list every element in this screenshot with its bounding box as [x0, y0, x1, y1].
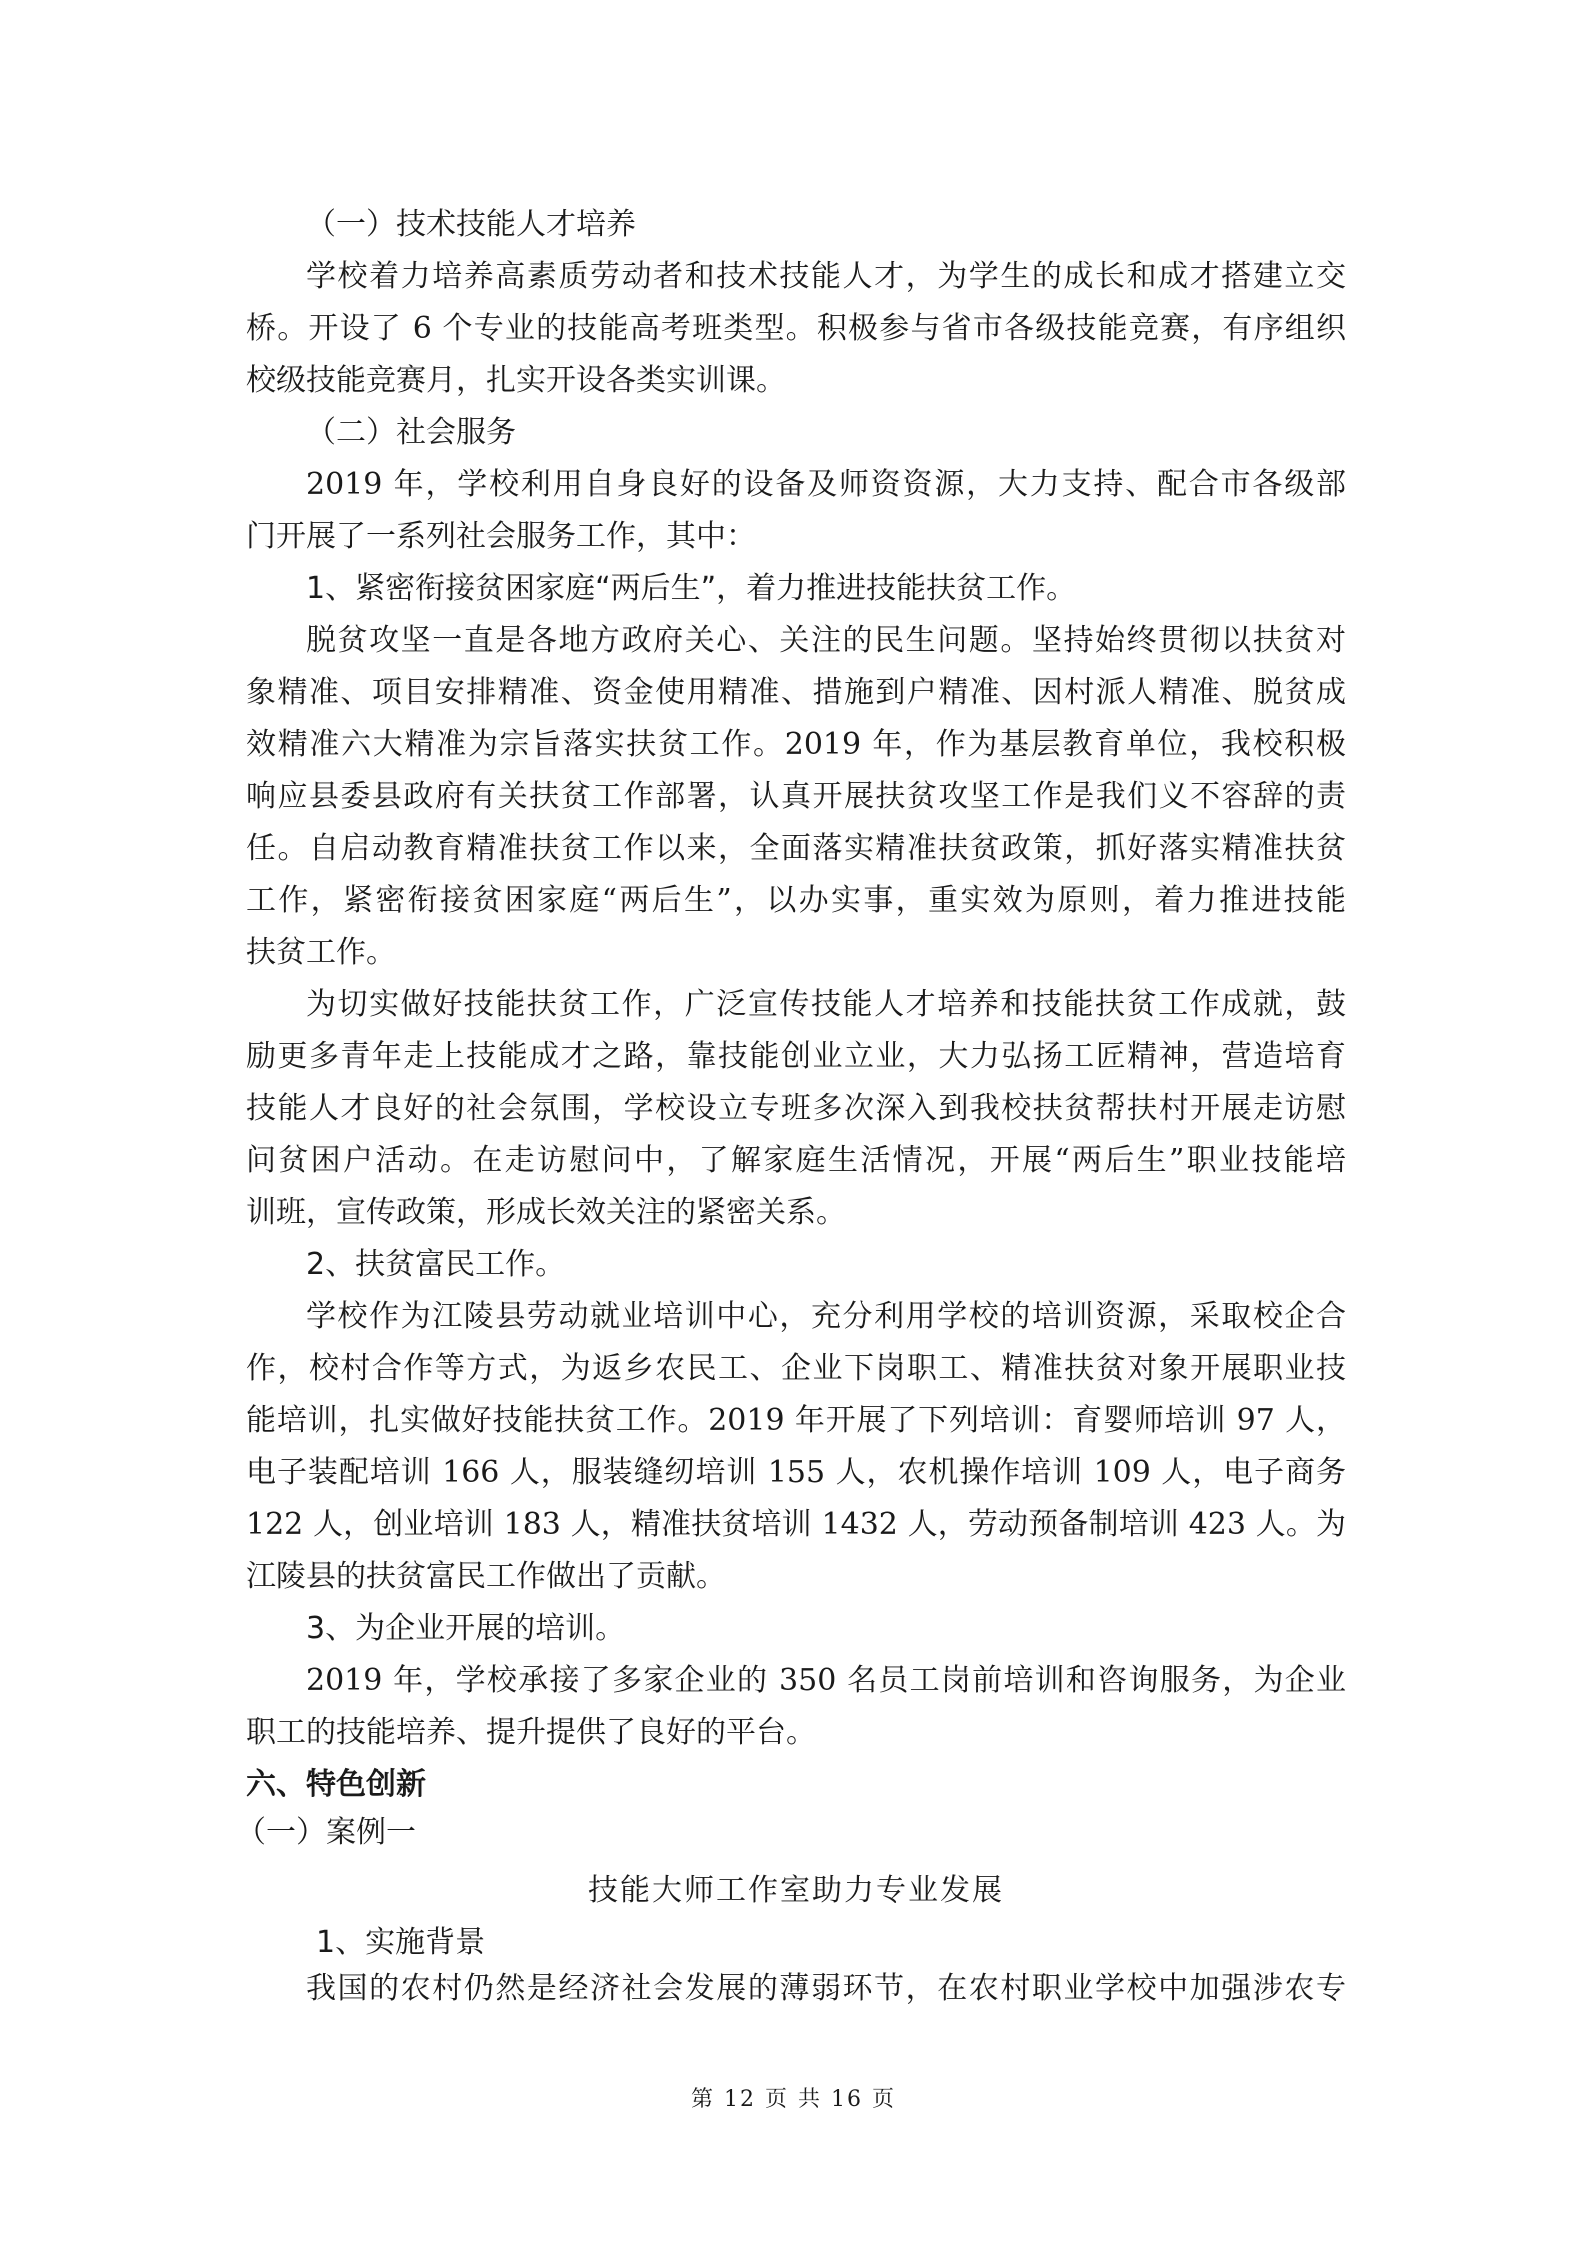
chapter-heading-innovation: 六、特色创新: [246, 1767, 426, 1802]
section-heading-talent-training: （一）技术技能人才培养: [306, 207, 636, 242]
paragraph-line: 工作，紧密衔接贫困家庭“两后生”，以办实事，重实效为原则，着力推进技能: [246, 883, 1346, 918]
paragraph-line: 江陵县的扶贫富民工作做出了贡献。: [246, 1559, 726, 1594]
paragraph-line: 问贫困户活动。在走访慰问中，了解家庭生活情况，开展“两后生”职业技能培: [246, 1143, 1346, 1178]
paragraph-line: 职工的技能培养、提升提供了良好的平台。: [246, 1715, 816, 1750]
paragraph-line: 扶贫工作。: [246, 935, 396, 970]
paragraph-line: 我国的农村仍然是经济社会发展的薄弱环节，在农村职业学校中加强涉农专: [306, 1971, 1346, 2006]
item-heading-enrich-people: 2、扶贫富民工作。: [306, 1247, 566, 1282]
paragraph-line: 学校着力培养高素质劳动者和技术技能人才，为学生的成长和成才搭建立交: [306, 259, 1346, 294]
paragraph-line: 2019 年，学校承接了多家企业的 350 名员工岗前培训和咨询服务，为企业: [306, 1663, 1346, 1698]
paragraph-line: 电子装配培训 166 人，服装缝纫培训 155 人，农机操作培训 109 人，电子商务: [246, 1455, 1346, 1490]
paragraph-line: 任。自启动教育精准扶贫工作以来，全面落实精准扶贫政策，抓好落实精准扶贫: [246, 831, 1346, 866]
paragraph-line: 响应县委县政府有关扶贫工作部署，认真开展扶贫攻坚工作是我们义不容辞的责: [246, 779, 1346, 814]
paragraph-line: 励更多青年走上技能成才之路，靠技能创业立业，大力弘扬工匠精神，营造培育: [246, 1039, 1346, 1074]
case-heading: （一）案例一: [236, 1815, 416, 1850]
paragraph-line: 2019 年，学校利用自身良好的设备及师资资源，大力支持、配合市各级部: [306, 467, 1346, 502]
paragraph-line: 效精准六大精准为宗旨落实扶贫工作。2019 年，作为基层教育单位，我校积极: [246, 727, 1346, 762]
item-heading-poverty-alleviation: 1、紧密衔接贫困家庭“两后生”，着力推进技能扶贫工作。: [306, 571, 1077, 606]
paragraph-line: 为切实做好技能扶贫工作，广泛宣传技能人才培养和技能扶贫工作成就，鼓: [306, 987, 1346, 1022]
paragraph-line: 122 人，创业培训 183 人，精准扶贫培训 1432 人，劳动预备制培训 423 人。为: [246, 1507, 1346, 1542]
paragraph-line: 训班，宣传政策，形成长效关注的紧密关系。: [246, 1195, 846, 1230]
section-heading-social-service: （二）社会服务: [306, 415, 516, 450]
paragraph-line: 门开展了一系列社会服务工作，其中：: [246, 519, 756, 554]
paragraph-line: 作，校村合作等方式，为返乡农民工、企业下岗职工、精准扶贫对象开展职业技: [246, 1351, 1346, 1386]
paragraph-line: 技能人才良好的社会氛围，学校设立专班多次深入到我校扶贫帮扶村开展走访慰: [246, 1091, 1346, 1126]
paragraph-line: 象精准、项目安排精准、资金使用精准、措施到户精准、因村派人精准、脱贫成: [246, 675, 1346, 710]
paragraph-line: 学校作为江陵县劳动就业培训中心，充分利用学校的培训资源，采取校企合: [306, 1299, 1346, 1334]
page-footer: 第 12 页 共 16 页: [691, 2087, 896, 2112]
paragraph-line: 校级技能竞赛月，扎实开设各类实训课。: [246, 363, 786, 398]
item-heading-enterprise-training: 3、为企业开展的培训。: [306, 1611, 626, 1646]
paragraph-line: 能培训，扎实做好技能扶贫工作。2019 年开展了下列培训：育婴师培训 97 人，: [246, 1403, 1346, 1438]
paragraph-line: 桥。开设了 6 个专业的技能高考班类型。积极参与省市各级技能竞赛，有序组织: [246, 311, 1346, 346]
paragraph-line: 脱贫攻坚一直是各地方政府关心、关注的民生问题。坚持始终贯彻以扶贫对: [306, 623, 1346, 658]
subsection-heading-background: 1、实施背景: [316, 1925, 486, 1960]
case-title: 技能大师工作室助力专业发展: [588, 1873, 1004, 1908]
